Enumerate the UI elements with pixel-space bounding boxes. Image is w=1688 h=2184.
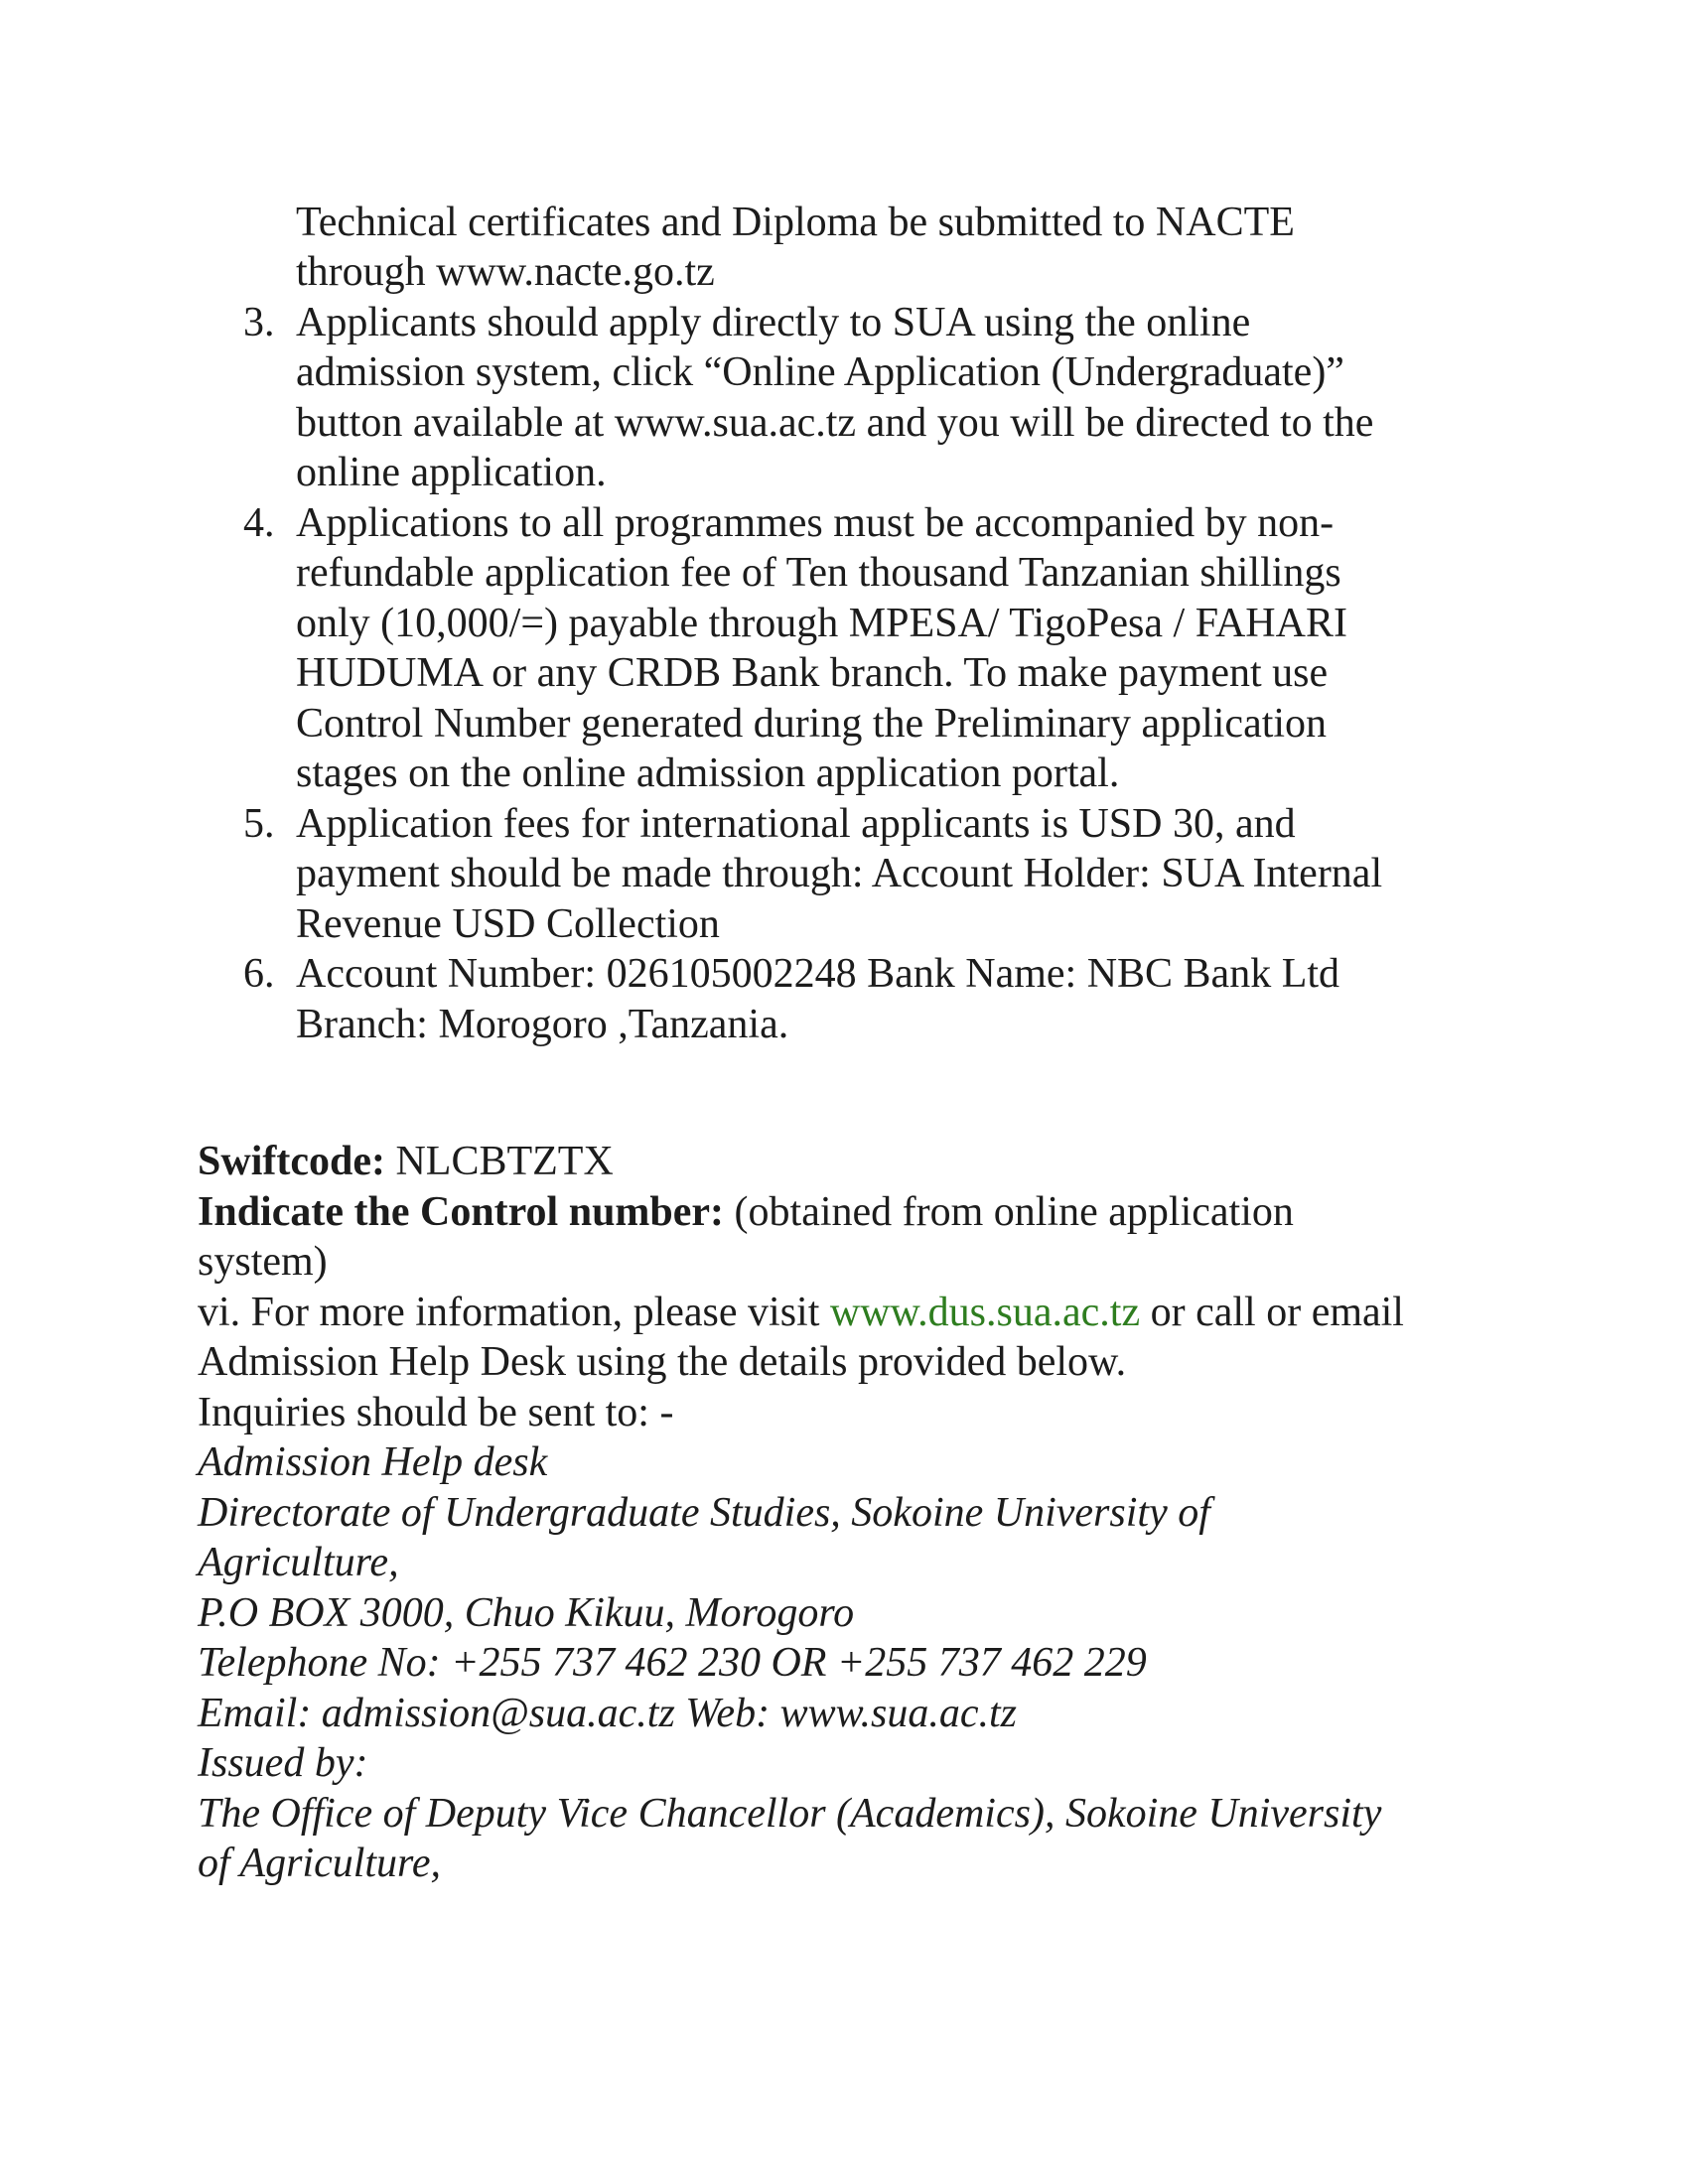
contact-line: Email: admission@sua.ac.tz Web: www.sua.ac.tz [198, 1691, 1017, 1736]
swiftcode-value: NLCBTZTX [384, 1139, 614, 1184]
dus-website-link[interactable]: www.dus.sua.ac.tz [829, 1290, 1141, 1335]
list-item-line: Account Number: 026105002248 Bank Name: NBC Bank Ltd [296, 951, 1340, 997]
list-item-line: Control Number generated during the Preliminary application [296, 701, 1328, 747]
more-info-line-2: Admission Help Desk using the details provided below. [198, 1339, 1127, 1385]
more-info-line [198, 1288, 1404, 1337]
list-item-line: admission system, click “Online Application (Undergraduate)” [296, 349, 1344, 395]
list-item-line: Applicants should apply directly to SUA using the online [296, 300, 1251, 345]
list-item-line: only (10,000/=) payable through MPESA/ TigoPesa / FAHARI [296, 601, 1347, 646]
contact-line: Issued by: [198, 1740, 368, 1786]
list-item-number: 5. [243, 801, 275, 847]
more-info-suffix: or call or email [1140, 1290, 1404, 1335]
list-continuation-line: Technical certificates and Diploma be submitted to NACTE [296, 200, 1295, 245]
contact-line: Telephone No: +255 737 462 230 OR +255 737 462 229 [198, 1640, 1147, 1686]
control-number-label: Indicate the Control number: [198, 1189, 725, 1235]
list-item-line: online application. [296, 450, 607, 495]
list-item-line: payment should be made through: Account Holder: SUA Internal [296, 851, 1383, 896]
contact-line: of Agriculture, [198, 1841, 441, 1886]
contact-line: P.O BOX 3000, Chuo Kikuu, Morogoro [198, 1590, 855, 1636]
list-item-line: Branch: Morogoro ,Tanzania. [296, 1002, 789, 1047]
list-item-number: 3. [243, 300, 275, 345]
list-item-line: Applications to all programmes must be accompanied by non- [296, 500, 1335, 546]
control-number-note: (obtained from online application [724, 1189, 1294, 1235]
inquiries-heading: Inquiries should be sent to: - [198, 1390, 674, 1435]
list-item-line: stages on the online admission application portal. [296, 751, 1120, 796]
control-number-note-cont: system) [198, 1239, 328, 1285]
more-info-prefix: vi. For more information, please visit [198, 1290, 830, 1335]
swiftcode-line [198, 1137, 614, 1186]
list-item-line: Revenue USD Collection [296, 901, 720, 947]
contact-line: The Office of Deputy Vice Chancellor (Academics), Sokoine University [198, 1791, 1382, 1837]
list-item-number: 4. [243, 500, 275, 546]
swiftcode-label: Swiftcode: [198, 1139, 385, 1184]
contact-line: Directorate of Undergraduate Studies, Sokoine University of [198, 1490, 1210, 1536]
list-item-line: button available at www.sua.ac.tz and you will be directed to the [296, 400, 1374, 446]
list-item-line: refundable application fee of Ten thousand Tanzanian shillings [296, 550, 1341, 596]
list-item-line: HUDUMA or any CRDB Bank branch. To make payment use [296, 650, 1329, 696]
control-number-line [198, 1187, 1294, 1237]
contact-line: Agriculture, [198, 1540, 399, 1585]
list-item-line: Application fees for international applicants is USD 30, and [296, 801, 1296, 847]
contact-line: Admission Help desk [198, 1439, 548, 1485]
list-continuation-line: through www.nacte.go.tz [296, 249, 715, 295]
list-item-number: 6. [243, 951, 275, 997]
